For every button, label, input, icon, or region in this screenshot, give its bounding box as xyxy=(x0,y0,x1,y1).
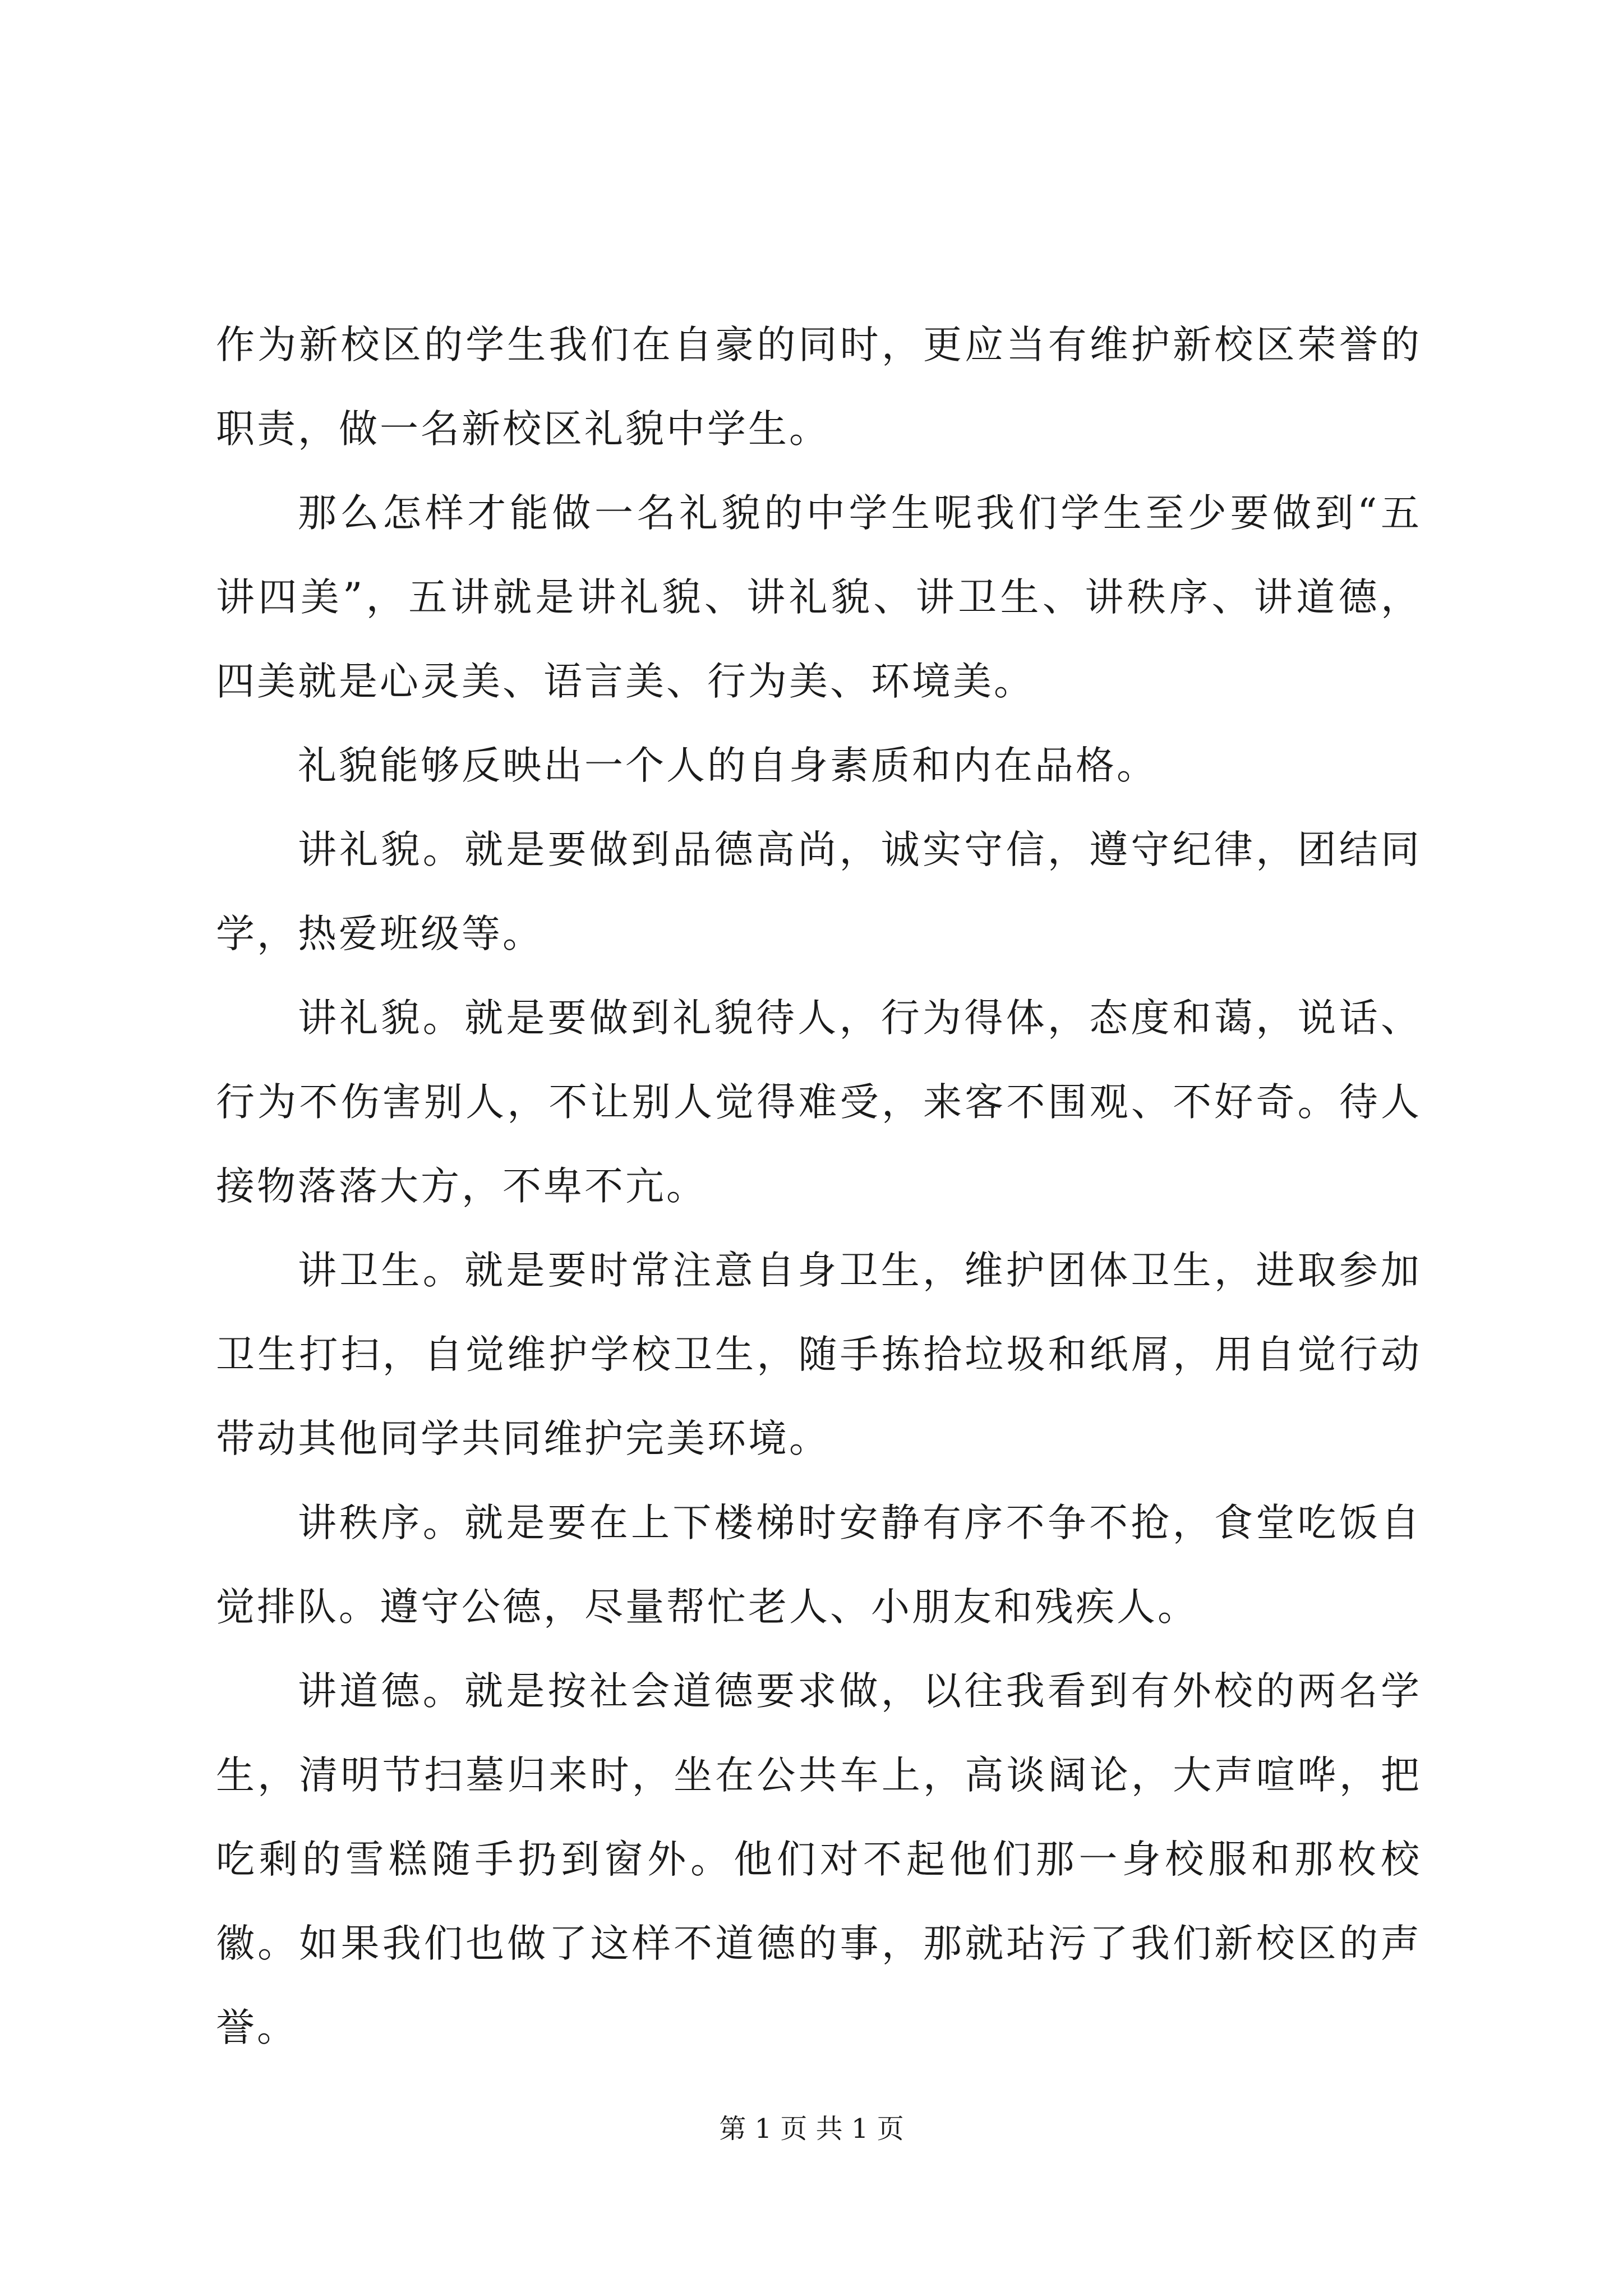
paragraph-5: 讲礼貌。就是要做到礼貌待人，行为得体，态度和蔼，说话、行为不伤害别人，不让别人觉得难受，来客不围观、不好奇。待人接物落落大方，不卑不亢。 xyxy=(216,996,1422,1209)
paragraph-3: 礼貌能够反映出一个人的自身素质和内在品格。 xyxy=(298,743,1158,788)
paragraph-1: 作为新校区的学生我们在自豪的同时，更应当有维护新校区荣誉的职责，做一名新校区礼貌中学生。 xyxy=(216,323,1422,452)
document-body xyxy=(216,303,1422,2070)
page-footer: 第 1 页 共 1 页 xyxy=(719,2113,904,2145)
paragraph-8: 讲道德。就是按社会道德要求做，以往我看到有外校的两名学生，清明节扫墓归来时，坐在公共车上，高谈阔论，大声喧哗，把吃剩的雪糕随手扔到窗外。他们对不起他们那一身校服和那枚校徽。如果我们也做了这样不道德的事，那就玷污了我们新校区的声誉。 xyxy=(216,1669,1422,2050)
paragraph-7: 讲秩序。就是要在上下楼梯时安静有序不争不抢，食堂吃饭自觉排队。遵守公德，尽量帮忙老人、小朋友和残疾人。 xyxy=(216,1501,1422,1630)
paragraph-4: 讲礼貌。就是要做到品德高尚，诚实守信，遵守纪律，团结同学，热爱班级等。 xyxy=(216,827,1422,956)
paragraph-6: 讲卫生。就是要时常注意自身卫生，维护团体卫生，进取参加卫生打扫，自觉维护学校卫生，随手拣拾垃圾和纸屑，用自觉行动带动其他同学共同维护完美环境。 xyxy=(216,1248,1422,1461)
paragraph-2: 那么怎样才能做一名礼貌的中学生呢我们学生至少要做到“五讲四美”，五讲就是讲礼貌、讲礼貌、讲卫生、讲秩序、讲道德，四美就是心灵美、语言美、行为美、环境美。 xyxy=(216,491,1422,704)
